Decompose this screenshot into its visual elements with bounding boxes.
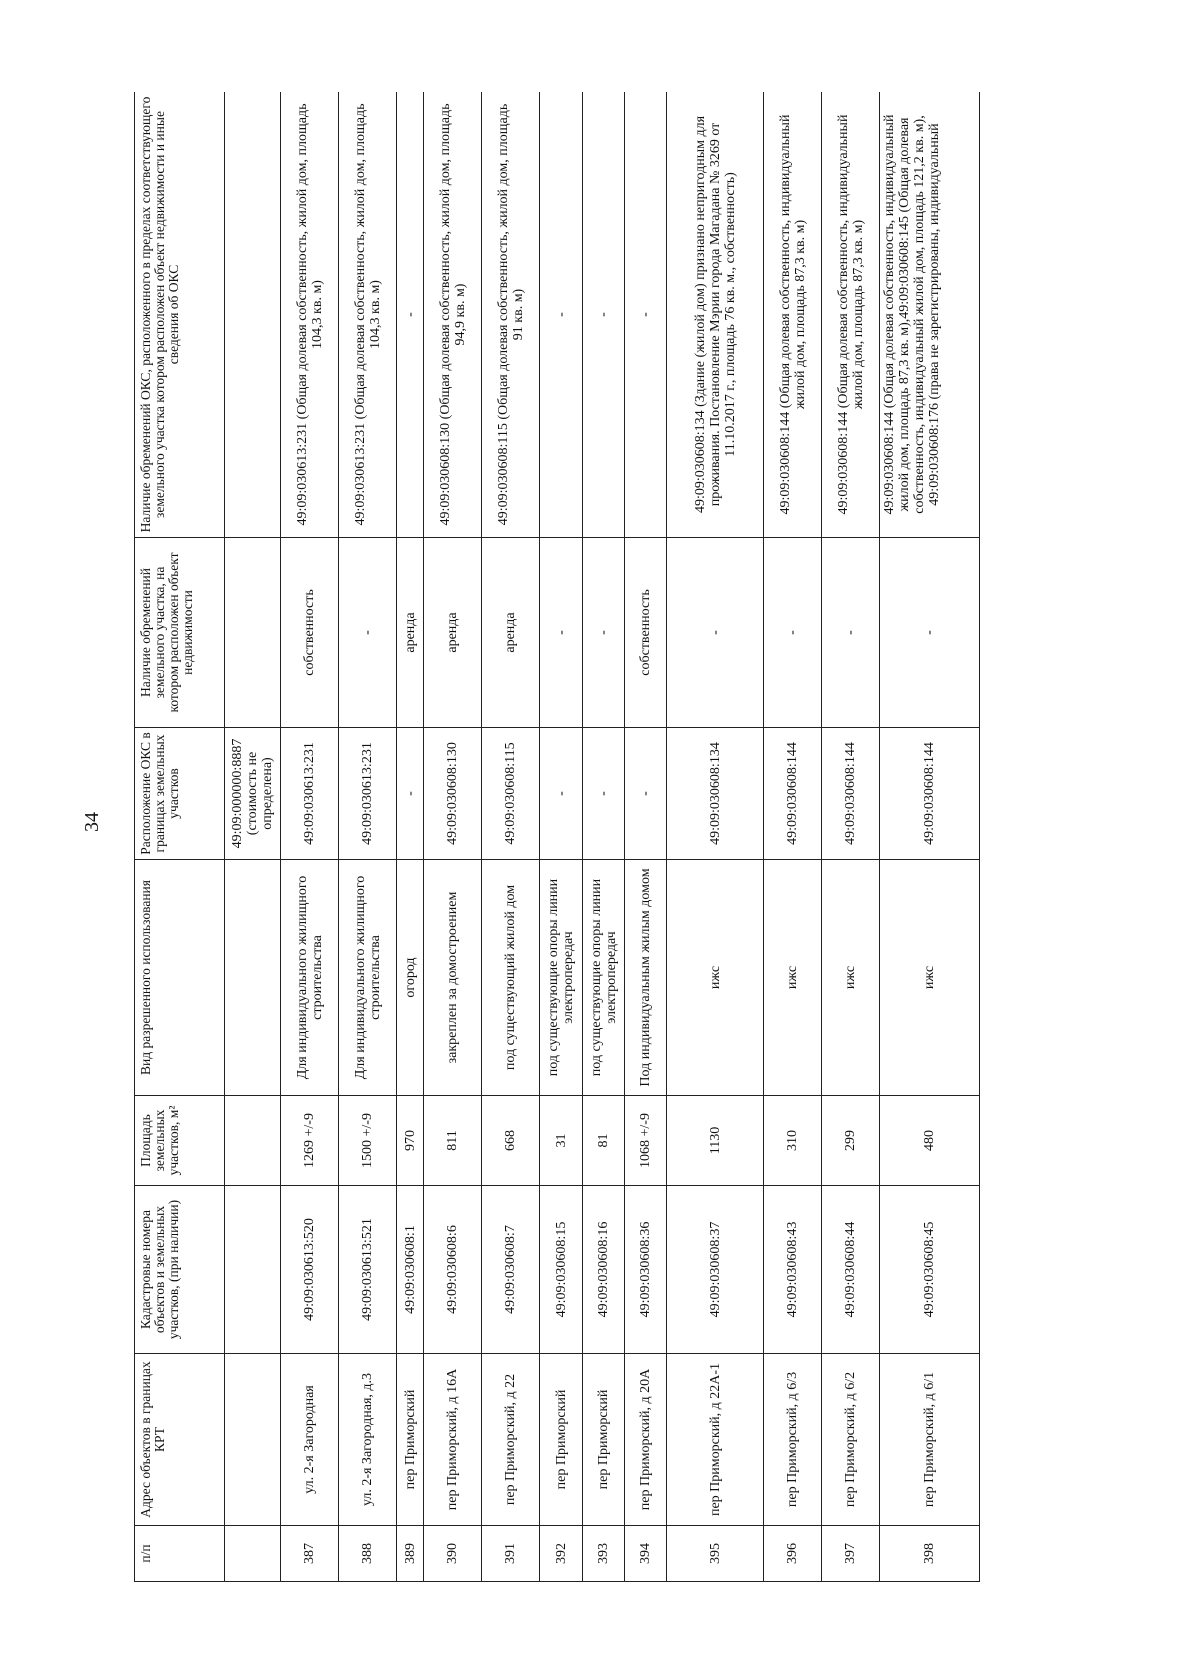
cell-land-encumbrance bbox=[225, 538, 281, 728]
cell-cadastral: 49:09:030613:520 bbox=[281, 1186, 339, 1354]
cell-usage: ижс bbox=[764, 860, 822, 1096]
cell-address: пер Приморский, д 6/3 bbox=[764, 1354, 822, 1526]
cell-usage: огород bbox=[397, 860, 424, 1096]
cell-area: 970 bbox=[397, 1096, 424, 1186]
table-row bbox=[397, 92, 424, 1582]
table-row bbox=[540, 92, 583, 1582]
table-container bbox=[134, 92, 1134, 1582]
cell-oks-location: 49:09:030608:144 bbox=[822, 728, 880, 860]
cell-land-encumbrance: - bbox=[339, 538, 397, 728]
cell-oks-location: - bbox=[625, 728, 667, 860]
cell-land-encumbrance: - bbox=[764, 538, 822, 728]
cell-oks-encumbrance: 49:09:030608:115 (Общая долевая собственность, жилой дом, площадь 91 кв. м) bbox=[482, 92, 540, 538]
table-row bbox=[764, 92, 822, 1582]
table-row bbox=[424, 92, 482, 1582]
cell-area: 1068 +/-9 bbox=[625, 1096, 667, 1186]
header-address: Адрес объектов в границах КРТ bbox=[135, 1354, 225, 1526]
cell-cadastral: 49:09:030608:15 bbox=[540, 1186, 583, 1354]
table-row bbox=[583, 92, 625, 1582]
cell-cadastral: 49:09:030608:43 bbox=[764, 1186, 822, 1354]
cell-num: 387 bbox=[281, 1526, 339, 1582]
cell-cadastral: 49:09:030608:16 bbox=[583, 1186, 625, 1354]
cell-num: 391 bbox=[482, 1526, 540, 1582]
cell-cadastral: 49:09:030608:36 bbox=[625, 1186, 667, 1354]
cell-address: пер Приморский, д 20А bbox=[625, 1354, 667, 1526]
cell-num: 398 bbox=[880, 1526, 980, 1582]
table-row bbox=[482, 92, 540, 1582]
cell-land-encumbrance: - bbox=[583, 538, 625, 728]
cell-oks-encumbrance: 49:09:030608:144 (Общая долевая собственность, индивидуальный жилой дом, площадь 87,3 кв. м) bbox=[764, 92, 822, 538]
header-area: Площадь земельных участков, м² bbox=[135, 1096, 225, 1186]
cell-area: 81 bbox=[583, 1096, 625, 1186]
cell-oks-location: 49:09:030613:231 bbox=[339, 728, 397, 860]
krt-objects-table bbox=[134, 92, 980, 1582]
cell-num: 393 bbox=[583, 1526, 625, 1582]
table-header-row bbox=[135, 92, 225, 1582]
table-row bbox=[225, 92, 281, 1582]
cell-area: 480 bbox=[880, 1096, 980, 1186]
cell-area: 299 bbox=[822, 1096, 880, 1186]
table-row bbox=[625, 92, 667, 1582]
header-num: п/п bbox=[135, 1526, 225, 1582]
cell-address: ул. 2-я Загородная, д.3 bbox=[339, 1354, 397, 1526]
cell-usage: под существующий жилой дом bbox=[482, 860, 540, 1096]
page-number: 34 bbox=[81, 812, 103, 832]
cell-oks-encumbrance: - bbox=[540, 92, 583, 538]
cell-land-encumbrance: собственность bbox=[281, 538, 339, 728]
cell-usage bbox=[225, 860, 281, 1096]
cell-cadastral: 49:09:030608:1 bbox=[397, 1186, 424, 1354]
cell-cadastral: 49:09:030608:6 bbox=[424, 1186, 482, 1354]
cell-oks-encumbrance bbox=[880, 92, 980, 538]
header-oks-encumbrance: Наличие обременений ОКС, расположенного в пределах соответствующего земельного участка котором расположен объект недвижимости и иные сведения об ОКС bbox=[135, 92, 225, 538]
cell-oks-location: 49:09:000000:8887 (стоимость не определена) bbox=[225, 728, 281, 860]
cell-num: 395 bbox=[667, 1526, 764, 1582]
cell-oks-location: - bbox=[540, 728, 583, 860]
cell-num: 390 bbox=[424, 1526, 482, 1582]
cell-num: 388 bbox=[339, 1526, 397, 1582]
cell-oks-location: 49:09:030608:115 bbox=[482, 728, 540, 860]
cell-address: пер Приморский bbox=[397, 1354, 424, 1526]
cell-usage: Для индивидуального жилищного строительства bbox=[339, 860, 397, 1096]
cell-usage: ижс bbox=[822, 860, 880, 1096]
table-row bbox=[339, 92, 397, 1582]
cell-usage: закреплен за домостроением bbox=[424, 860, 482, 1096]
header-oks-location: Расположение ОКС в границах земельных участков bbox=[135, 728, 225, 860]
cell-address: пер Приморский, д 22А-1 bbox=[667, 1354, 764, 1526]
cell-area: 1269 +/-9 bbox=[281, 1096, 339, 1186]
cell-area: 31 bbox=[540, 1096, 583, 1186]
cell-oks-encumbrance: - bbox=[397, 92, 424, 538]
cell-address: ул. 2-я Загородная bbox=[281, 1354, 339, 1526]
cell-address: пер Приморский, д 6/1 bbox=[880, 1354, 980, 1526]
table-row bbox=[281, 92, 339, 1582]
cell-cadastral bbox=[225, 1186, 281, 1354]
cell-oks-encumbrance bbox=[225, 92, 281, 538]
cell-oks-encumbrance: 49:09:030608:134 (Здание (жилой дом) признано непригодным для проживания. Постановление Мэрии города Магадана № 3269 от 11.10.2017 г., площадь 76 кв. м., собственность) bbox=[667, 92, 764, 538]
cell-area: 811 bbox=[424, 1096, 482, 1186]
header-usage: Вид разрешенного использования bbox=[135, 860, 225, 1096]
cell-oks-encumbrance: 49:09:030608:144 (Общая долевая собственность, индивидуальный жилой дом, площадь 87,3 кв. м) bbox=[822, 92, 880, 538]
cell-num: 389 bbox=[397, 1526, 424, 1582]
cell-oks-location: 49:09:030608:130 bbox=[424, 728, 482, 860]
cell-address: пер Приморский, д 6/2 bbox=[822, 1354, 880, 1526]
cell-address: пер Приморский bbox=[583, 1354, 625, 1526]
header-cadastral: Кадастровые номера объектов и земельных участков, (при наличии) bbox=[135, 1186, 225, 1354]
cell-usage: ижс bbox=[880, 860, 980, 1096]
cell-land-encumbrance: аренда bbox=[397, 538, 424, 728]
cell-usage: под существующие опоры линии электропередач bbox=[583, 860, 625, 1096]
cell-usage: Для индивидуального жилищного строительства bbox=[281, 860, 339, 1096]
cell-num: 396 bbox=[764, 1526, 822, 1582]
table-row bbox=[822, 92, 880, 1582]
cell-cadastral: 49:09:030608:37 bbox=[667, 1186, 764, 1354]
table-row bbox=[880, 92, 980, 1582]
cell-num: 392 bbox=[540, 1526, 583, 1582]
cell-oks-encumbrance: - bbox=[625, 92, 667, 538]
cell-land-encumbrance: собственность bbox=[625, 538, 667, 728]
cell-num: 394 bbox=[625, 1526, 667, 1582]
cell-oks-encumbrance-text: 49:09:030608:144 (Общая долевая собственность, индивидуальный жилой дом, площадь 87,3 кв. м),49:09:030608:145 (Общая долевая собственность, индивидуальный жилой дом, площадь 121,2 кв. м), 49:09:030608:176 (права не зарегистрированы, индивидуальный bbox=[882, 114, 942, 515]
cell-oks-encumbrance: - bbox=[583, 92, 625, 538]
cell-address bbox=[225, 1354, 281, 1526]
cell-num: 397 bbox=[822, 1526, 880, 1582]
cell-oks-location: 49:09:030608:144 bbox=[764, 728, 822, 860]
cell-address: пер Приморский bbox=[540, 1354, 583, 1526]
cell-cadastral: 49:09:030608:45 bbox=[880, 1186, 980, 1354]
header-land-encumbrance: Наличие обременений земельного участка, на котором расположен объект недвижимости bbox=[135, 538, 225, 728]
cell-land-encumbrance: аренда bbox=[482, 538, 540, 728]
cell-usage: ижс bbox=[667, 860, 764, 1096]
table-row bbox=[667, 92, 764, 1582]
cell-usage: Под индивидуальным жилым домом bbox=[625, 860, 667, 1096]
cell-usage: под существующие опоры линии электропередач bbox=[540, 860, 583, 1096]
cell-oks-encumbrance: 49:09:030613:231 (Общая долевая собственность, жилой дом, площадь 104,3 кв. м) bbox=[339, 92, 397, 538]
rotated-table-area bbox=[134, 92, 1134, 1582]
cell-land-encumbrance: - bbox=[667, 538, 764, 728]
cell-area: 310 bbox=[764, 1096, 822, 1186]
cell-cadastral: 49:09:030608:44 bbox=[822, 1186, 880, 1354]
cell-area: 1130 bbox=[667, 1096, 764, 1186]
cell-oks-location: 49:09:030608:134 bbox=[667, 728, 764, 860]
cell-address: пер Приморский, д 16А bbox=[424, 1354, 482, 1526]
cell-land-encumbrance: - bbox=[822, 538, 880, 728]
cell-area bbox=[225, 1096, 281, 1186]
cell-oks-encumbrance: 49:09:030613:231 (Общая долевая собственность, жилой дом, площадь 104,3 кв. м) bbox=[281, 92, 339, 538]
cell-cadastral: 49:09:030608:7 bbox=[482, 1186, 540, 1354]
cell-cadastral: 49:09:030613:521 bbox=[339, 1186, 397, 1354]
cell-oks-location: - bbox=[397, 728, 424, 860]
cell-address: пер Приморский, д 22 bbox=[482, 1354, 540, 1526]
cell-num bbox=[225, 1526, 281, 1582]
cell-area: 668 bbox=[482, 1096, 540, 1186]
cell-oks-location: 49:09:030608:144 bbox=[880, 728, 980, 860]
cell-oks-location: - bbox=[583, 728, 625, 860]
cell-area: 1500 +/-9 bbox=[339, 1096, 397, 1186]
cell-land-encumbrance: - bbox=[540, 538, 583, 728]
cell-oks-location: 49:09:030613:231 bbox=[281, 728, 339, 860]
cell-oks-encumbrance: 49:09:030608:130 (Общая долевая собственность, жилой дом, площадь 94,9 кв. м) bbox=[424, 92, 482, 538]
cell-land-encumbrance: - bbox=[880, 538, 980, 728]
cell-land-encumbrance: аренда bbox=[424, 538, 482, 728]
